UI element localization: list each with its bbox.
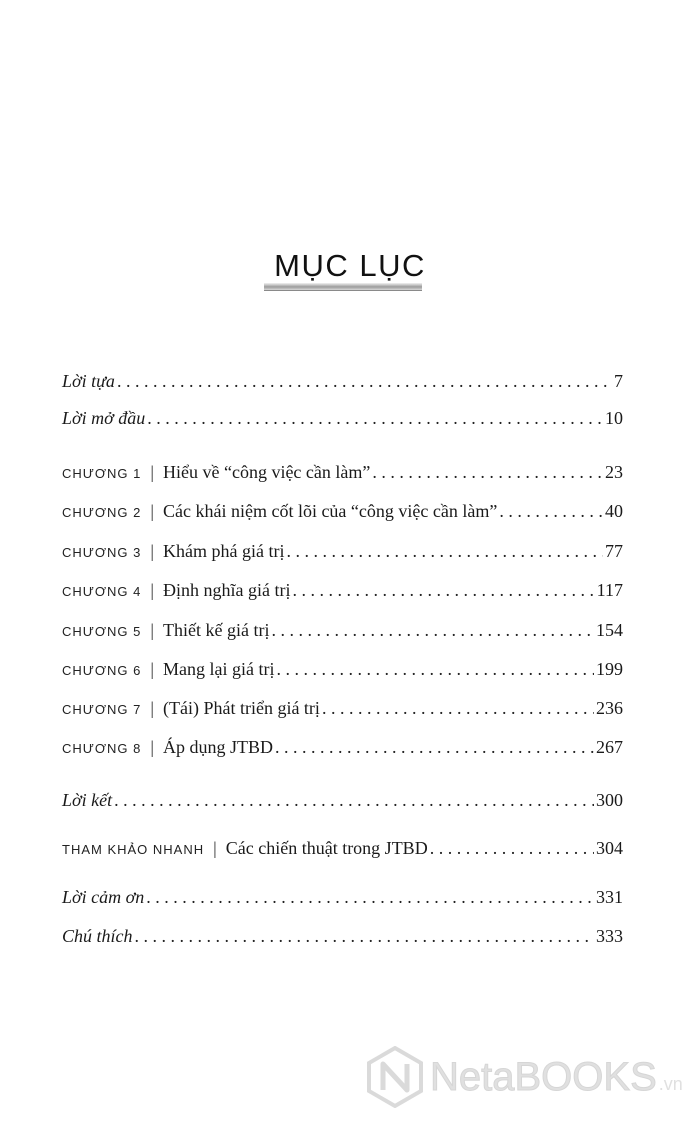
page-number: 23 [605,462,623,482]
page-number: 304 [596,838,623,858]
dot-leader [147,406,603,430]
chapter-label: CHƯƠNG 1 [62,466,142,481]
toc-entry-chapter-5[interactable] [62,618,623,644]
dot-leader [117,369,612,393]
entry-title: Lời tựa [62,371,115,391]
section-label: THAM KHẢO NHANH [62,842,205,857]
separator: | [150,659,154,679]
entry-title: Các chiến thuật trong JTBD [225,838,428,858]
dot-leader [292,578,594,602]
page-number: 77 [605,541,623,561]
entry-title: Mang lại giá trị [162,659,275,679]
entry-title: Khám phá giá trị [162,541,285,561]
title-underline-bar [264,283,422,291]
page-number: 7 [614,371,623,391]
toc-entry-quick-reference[interactable] [62,836,623,862]
page-title: MỤC LỤC [274,248,426,283]
separator: | [150,501,154,521]
dot-leader [114,788,594,812]
page-number: 154 [596,620,623,640]
entry-title: Áp dụng JTBD [162,737,273,757]
entry-title: Định nghĩa giá trị [162,580,291,600]
chapter-label: CHƯƠNG 3 [62,545,142,560]
dot-leader [275,735,594,759]
watermark-brand: NetaBOOKS [430,1054,657,1099]
toc-entry-chapter-3[interactable] [62,539,623,565]
toc-entry-introduction[interactable] [62,406,623,430]
toc-entry-chapter-1[interactable] [62,460,623,486]
separator: | [150,580,154,600]
dot-leader [499,499,603,523]
dot-leader [146,885,594,909]
chapter-label: CHƯƠNG 8 [62,741,142,756]
watermark-suffix: .vn [658,1073,683,1094]
netabooks-watermark [366,1046,683,1108]
page-number: 300 [596,790,623,810]
separator: | [150,620,154,640]
chapter-label: CHƯƠNG 4 [62,584,142,599]
toc-entry-chapter-8[interactable] [62,735,623,761]
toc-entry-chapter-6[interactable] [62,657,623,683]
entry-title: Các khái niệm cốt lõi của “công việc cần làm” [162,501,498,521]
toc-entry-chapter-2[interactable] [62,499,623,525]
dot-leader [271,618,594,642]
page-number: 331 [596,887,623,907]
dot-leader [430,836,594,860]
chapter-label: CHƯƠNG 2 [62,505,142,520]
entry-title: Lời kết [62,790,113,810]
entry-title: Hiểu về “công việc cần làm” [162,462,371,482]
page-number: 267 [596,737,623,757]
separator: | [150,541,154,561]
separator: | [150,698,154,718]
page-number: 236 [596,698,623,718]
separator: | [150,462,154,482]
toc-entry-epilogue[interactable] [62,788,623,812]
dot-leader [276,657,594,681]
toc-entry-chapter-4[interactable] [62,578,623,604]
separator: | [213,838,217,858]
page-number: 199 [596,659,623,679]
page-number: 117 [596,580,623,600]
neta-logo-icon [366,1046,424,1108]
chapter-label: CHƯƠNG 6 [62,663,142,678]
chapter-label: CHƯƠNG 5 [62,624,142,639]
toc-entry-acknowledgements[interactable] [62,885,623,909]
dot-leader [286,539,603,563]
dot-leader [135,924,595,948]
separator: | [150,737,154,757]
page-number: 10 [605,408,623,428]
entry-title: Lời mở đầu [62,408,146,428]
entry-title: Lời cảm ơn [62,887,145,907]
page-number: 333 [596,926,623,946]
dot-leader [322,696,594,720]
entry-title: Chú thích [62,926,133,946]
toc-entry-notes[interactable] [62,924,623,948]
toc-entry-chapter-7[interactable] [62,696,623,722]
page-number: 40 [605,501,623,521]
chapter-label: CHƯƠNG 7 [62,702,142,717]
dot-leader [372,460,603,484]
entry-title: Thiết kế giá trị [162,620,270,640]
toc-entry-preface[interactable] [62,369,623,393]
entry-title: (Tái) Phát triển giá trị [162,698,320,718]
